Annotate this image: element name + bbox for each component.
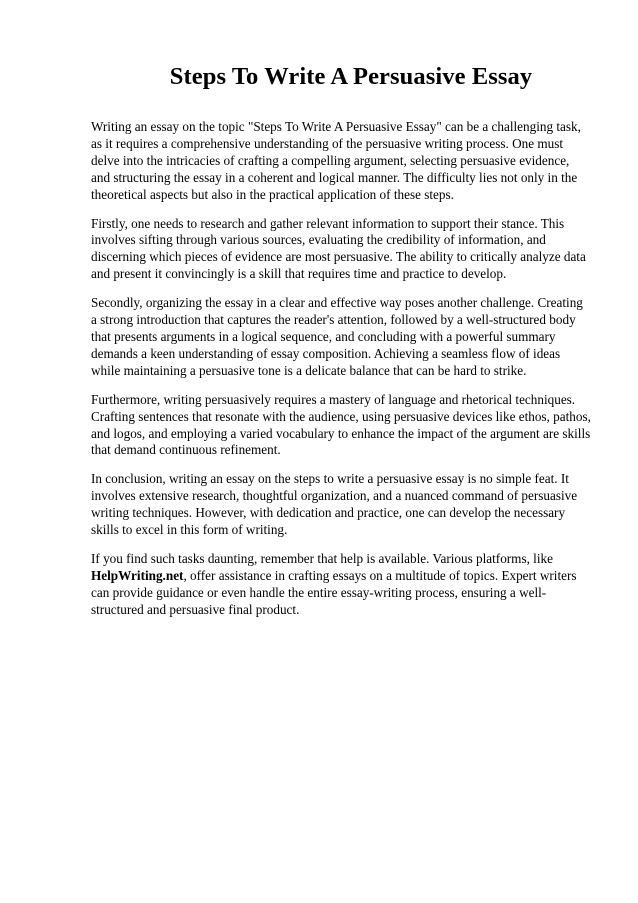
paragraph-language: Furthermore, writing persuasively requires a mastery of language and rhetorical techniques. Crafting sentences that resonate with the audience, using persuasive devices like ethos, pathos, and logos, and employing a varied vocabulary to enhance the impact of the argument are skills that demand continuous refinement. [91,391,591,458]
paragraph-organization: Secondly, organizing the essay in a clear and effective way poses another challenge. Creating a strong introduction that captures the reader's attention, followed by a well-structured body that presents arguments in a logical sequence, and concluding with a powerful summary demands a keen understanding of essay composition. Achieving a seamless flow of ideas while maintaining a persuasive tone is a delicate balance that can be hard to strike. [91,295,583,378]
paragraph-help-before: If you find such tasks daunting, remember that help is available. Various platforms, like [91,550,553,566]
paragraph-intro: Writing an essay on the topic "Steps To Write A Persuasive Essay" can be a challenging task, as it requires a comprehensive understanding of the persuasive writing process. One must delve into the intricacies of crafting a compelling argument, selecting persuasive evidence, and structuring the essay in a coherent and logical manner. The difficulty lies not only in the theoretical aspects but also in the practical application of these steps. [91,119,581,202]
paragraph-help [91,551,591,619]
paragraph-help-after: , offer assistance in crafting essays on a multitude of topics. Expert writers can provide guidance or even handle the entire essay-writing process, ensuring a well-structured and persuasive final product. [91,567,577,617]
paragraph-conclusion: In conclusion, writing an essay on the steps to write a persuasive essay is no simple feat. It involves extensive research, thoughtful organization, and a nuanced command of persuasive writing techniques. However, with dedication and practice, one can develop the necessary skills to excel in this form of writing. [91,471,578,538]
helpwriting-link[interactable]: HelpWriting.net [91,567,184,583]
paragraph-research: Firstly, one needs to research and gather relevant information to support their stance. This involves sifting through various sources, evaluating the credibility of information, and discerning which pieces of evidence are most persuasive. The ability to critically analyze data and present it convincingly is a skill that requires time and practice to develop. [91,215,586,282]
document-title: Steps To Write A Persuasive Essay [169,63,533,90]
